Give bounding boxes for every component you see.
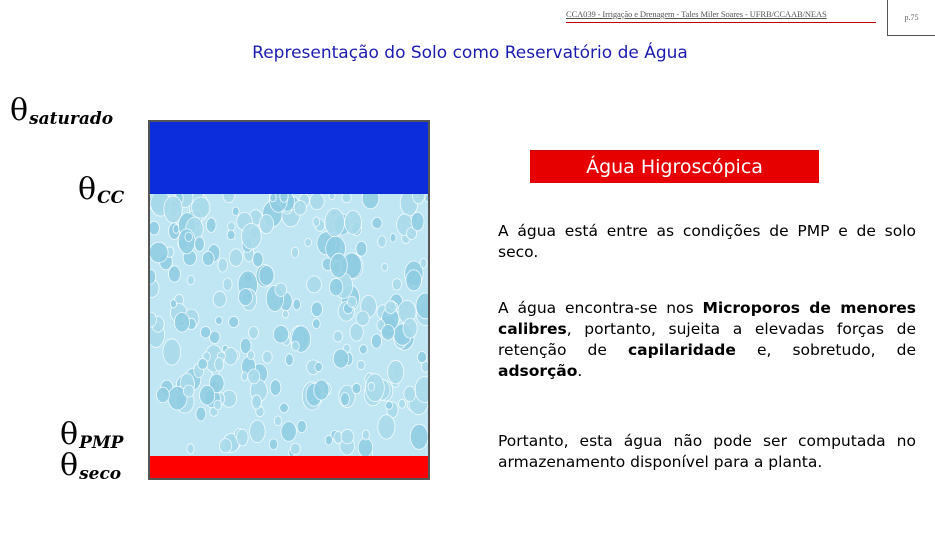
water-droplet [202, 251, 214, 265]
water-droplet [170, 300, 176, 308]
water-droplets-zone [150, 194, 428, 456]
water-droplet [183, 385, 194, 397]
water-droplet [213, 291, 226, 307]
water-droplet [280, 403, 289, 413]
water-droplet [156, 387, 169, 402]
water-droplet [417, 351, 426, 362]
water-droplet [150, 221, 159, 235]
water-droplet [259, 266, 274, 286]
water-droplet [310, 194, 325, 210]
water-droplet [330, 253, 347, 278]
water-droplet [242, 372, 248, 381]
water-droplet [390, 234, 396, 243]
text-span: . [577, 362, 583, 380]
theta-subscript: CC [97, 188, 125, 208]
water-droplet [311, 302, 322, 317]
theta-subscript: seco [79, 464, 122, 484]
water-droplet [237, 429, 248, 446]
water-droplet [218, 258, 228, 272]
bold-text: capilaridade [627, 341, 736, 359]
water-droplet [275, 283, 287, 297]
water-droplet [385, 301, 396, 314]
water-droplet [270, 194, 276, 202]
water-droplet [329, 278, 342, 296]
water-droplet [333, 331, 342, 342]
water-droplet [378, 236, 386, 248]
header-course-info: CCA039 - Irrigação e Drenagem - Tales Miler Soares - UFRB/CCAAB/NEAS [566, 9, 827, 19]
water-droplet [214, 400, 222, 410]
water-droplet [352, 383, 361, 393]
water-droplet [248, 369, 260, 384]
theta-cc-label [78, 172, 125, 208]
water-droplet [325, 208, 345, 236]
theta-subscript: saturado [29, 109, 114, 129]
water-droplet [385, 401, 392, 409]
slide-title: Representação do Solo como Reservatório de Água [252, 43, 688, 63]
water-droplet [297, 420, 306, 432]
water-droplet [356, 241, 367, 256]
water-droplet-texture [150, 194, 428, 456]
water-droplet [200, 385, 215, 405]
paragraph-pmp-seco: A água está entre as condições de PMP e de solo seco. [498, 222, 916, 261]
water-droplet [315, 362, 323, 371]
water-droplet [192, 197, 210, 218]
text-span: e, sobretudo, de [735, 341, 916, 359]
text-span: , portanto, sujeita a elevadas forças de retenção de [498, 320, 916, 359]
theta-symbol: θ [10, 93, 29, 128]
water-droplet [411, 212, 424, 231]
water-droplet [163, 339, 181, 365]
water-droplet [187, 276, 195, 285]
water-droplet [356, 311, 369, 326]
water-droplet [294, 201, 306, 216]
theta-saturado-label [10, 93, 114, 129]
water-droplet [164, 196, 182, 223]
water-droplet [290, 443, 300, 454]
paragraph-micropores [498, 298, 916, 382]
theta-subscript: PMP [79, 433, 124, 453]
water-droplet [200, 327, 210, 339]
water-droplet [242, 223, 262, 249]
hygroscopic-water-badge: Água Higroscópica [530, 150, 819, 183]
water-droplet [215, 358, 224, 372]
water-droplet [169, 266, 181, 282]
water-droplet [305, 239, 312, 247]
water-droplet [348, 296, 357, 307]
water-droplet [403, 318, 417, 338]
water-droplet [307, 276, 322, 293]
text-span: A água encontra-se nos [498, 299, 703, 317]
water-droplet [185, 232, 193, 242]
water-droplet [274, 416, 281, 426]
water-droplet [420, 259, 427, 269]
water-droplet [372, 217, 382, 228]
water-droplet [404, 386, 416, 401]
theta-pmp-label [60, 417, 124, 453]
theta-symbol: θ [78, 172, 97, 207]
water-droplet [341, 393, 350, 406]
water-droplet [223, 278, 232, 291]
water-droplet [249, 326, 259, 339]
water-droplet [215, 317, 222, 325]
water-droplet [292, 341, 300, 351]
water-droplet [150, 242, 168, 263]
water-droplet [239, 289, 253, 306]
water-droplet [195, 237, 205, 252]
water-droplet [196, 407, 206, 421]
water-droplet [227, 230, 235, 240]
water-droplet [362, 194, 379, 209]
water-droplet [247, 351, 254, 360]
water-droplet [325, 435, 332, 445]
water-droplet [392, 279, 401, 290]
water-droplet [371, 334, 381, 348]
water-droplet [285, 354, 293, 366]
water-droplet [357, 360, 365, 369]
water-droplet [358, 438, 373, 456]
water-droplet [345, 211, 362, 235]
water-droplet [228, 222, 236, 231]
theta-symbol: θ [60, 417, 79, 452]
paragraph-not-available: Portanto, esta água não pode ser computada no armazenamento disponível para a planta. [498, 432, 916, 471]
water-droplet [187, 444, 194, 454]
water-droplet [388, 360, 404, 384]
water-droplet [250, 420, 266, 443]
water-droplet [291, 247, 298, 258]
theta-seco-label [60, 448, 122, 484]
header-divider [566, 22, 876, 23]
saturated-zone [150, 122, 428, 194]
water-droplet [410, 424, 428, 449]
water-droplet [360, 345, 368, 354]
water-droplet [282, 310, 288, 318]
page-number: p.75 [904, 13, 919, 22]
water-droplet [313, 217, 320, 227]
water-droplet [368, 382, 375, 391]
water-droplet [253, 252, 263, 267]
water-droplet [206, 218, 216, 233]
water-droplet [273, 326, 288, 344]
water-droplet [381, 325, 394, 341]
hygroscopic-zone [150, 456, 428, 480]
water-droplet [229, 249, 242, 267]
water-droplet [314, 380, 329, 400]
water-droplet [232, 207, 239, 216]
water-droplet [406, 270, 422, 291]
water-droplet [229, 316, 239, 327]
bold-text: adsorção [498, 362, 578, 380]
water-droplet [293, 299, 301, 310]
water-droplet [259, 215, 273, 234]
water-droplet [270, 380, 281, 396]
water-droplet [263, 351, 273, 363]
theta-symbol: θ [60, 448, 79, 483]
soil-reservoir-diagram [148, 120, 430, 480]
water-droplet [198, 359, 208, 370]
water-droplet [220, 439, 232, 453]
water-droplet [224, 348, 238, 366]
water-droplet [382, 263, 388, 271]
water-droplet [362, 430, 369, 440]
page-number-box [887, 0, 935, 36]
water-droplet [281, 422, 296, 442]
water-droplet [269, 439, 278, 450]
water-droplet [333, 349, 348, 368]
water-droplet [329, 194, 335, 200]
water-droplet [280, 194, 288, 202]
water-droplet [399, 399, 406, 408]
bold-text: Microporos de menores calibres [498, 299, 916, 338]
water-droplet [378, 415, 395, 439]
water-droplet [341, 429, 354, 444]
water-droplet [313, 319, 321, 329]
water-droplet [342, 194, 351, 203]
water-droplet [223, 194, 235, 203]
water-droplet [252, 395, 262, 409]
water-droplet [174, 312, 189, 332]
